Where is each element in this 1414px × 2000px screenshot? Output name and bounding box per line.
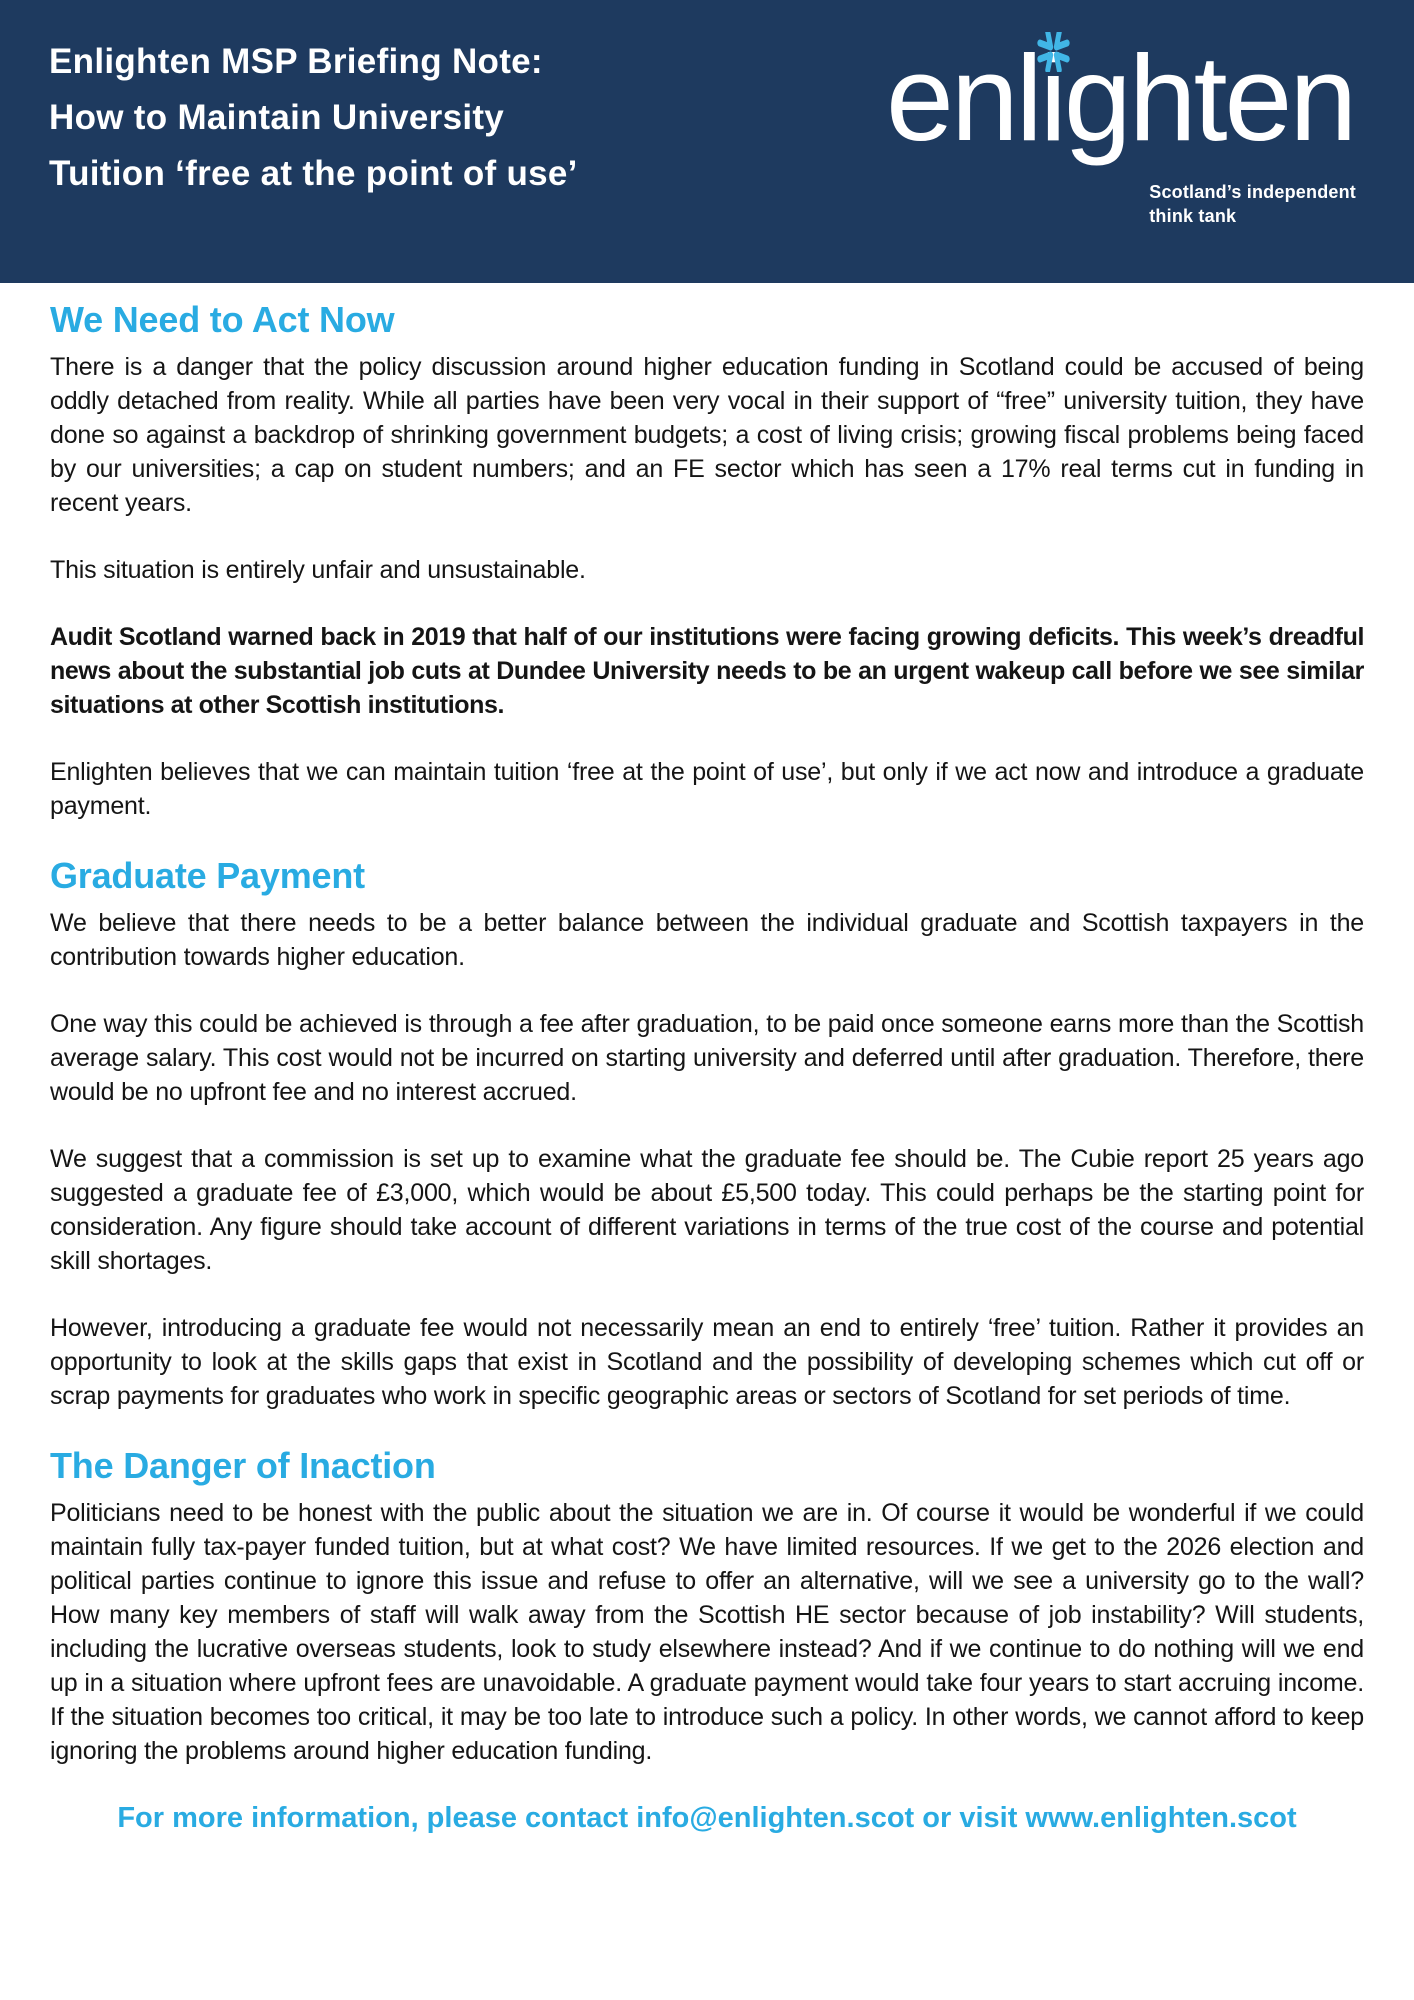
logo-tagline-line-1: Scotland’s independent bbox=[1149, 182, 1356, 202]
section-heading-the-danger-of-inaction: The Danger of Inaction bbox=[50, 1445, 436, 1486]
paragraph: This situation is entirely unfair and unsustainable. bbox=[50, 556, 586, 584]
saltire-icon bbox=[1037, 32, 1070, 72]
document-title-line-1: Enlighten MSP Briefing Note: bbox=[49, 42, 543, 81]
logo-tagline bbox=[1149, 180, 1356, 228]
document-title-line-3: Tuition ‘free at the point of use’ bbox=[49, 154, 578, 193]
document-body bbox=[0, 300, 1414, 1835]
paragraph: Politicians need to be honest with the public about the situation we are in. Of course it would be wonderful if we could maintain fully tax-payer funded tuition, but at what cost? We have limited resources. If we get to the 2026 election and political parties continue to ignore this issue and refuse to offer an alternative, will we see a university go to the wall? How many key members of staff will walk away from the Scottish HE sector because of job instability? Will students, including the lucrative overseas students, look to study elsewhere instead? And if we continue to do nothing will we end up in a situation where upfront fees are unavoidable. A graduate payment would take four years to start accruing income. If the situation becomes too critical, it may be too late to introduce such a policy. In other words, we cannot afford to keep ignoring the problems around higher education funding. bbox=[50, 1499, 1364, 1765]
section-heading-graduate-payment: Graduate Payment bbox=[50, 855, 365, 896]
paragraph: One way this could be achieved is through a fee after graduation, to be paid once someone earns more than the Scottish average salary. This cost would not be incurred on starting university and deferred until after graduation. Therefore, there would be no upfront fee and no interest accrued. bbox=[50, 1010, 1364, 1106]
document-title-line-2: How to Maintain University bbox=[49, 98, 505, 137]
header-banner bbox=[0, 0, 1414, 283]
document-title bbox=[49, 34, 578, 202]
paragraph: We suggest that a commission is set up to examine what the graduate fee should be. The Cubie report 25 years ago suggested a graduate fee of £3,000, which would be about £5,500 today. This could perhaps be the starting point for consideration. Any figure should take account of different variations in terms of the true cost of the course and potential skill shortages. bbox=[50, 1145, 1364, 1275]
contact-footer-middle: or visit bbox=[914, 1802, 1026, 1834]
enlighten-wordmark-text: enlighten bbox=[886, 30, 1355, 166]
paragraph: Enlighten believes that we can maintain tuition ‘free at the point of use’, but only if we act now and introduce a graduate payment. bbox=[50, 758, 1364, 820]
enlighten-wordmark bbox=[886, 30, 1358, 166]
paragraph: We believe that there needs to be a better balance between the individual graduate and Scottish taxpayers in the contribution towards higher education. bbox=[50, 909, 1364, 971]
contact-email-link[interactable]: info@enlighten.scot bbox=[636, 1802, 915, 1834]
website-link[interactable]: www.enlighten.scot bbox=[1025, 1802, 1297, 1834]
contact-footer-prefix: For more information, please contact bbox=[117, 1802, 637, 1834]
section-heading-we-need-to-act-now: We Need to Act Now bbox=[50, 299, 395, 340]
paragraph: However, introducing a graduate fee would not necessarily mean an end to entirely ‘free’ tuition. Rather it provides an opportunity to look at the skills gaps that exist in Scotland and the possibility of developing schemes which cut off or scrap payments for graduates who work in specific geographic areas or sectors of Scotland for set periods of time. bbox=[50, 1314, 1364, 1410]
paragraph: There is a danger that the policy discussion around higher education funding in Scotland could be accused of being oddly detached from reality. While all parties have been very vocal in their support of “free” university tuition, they have done so against a backdrop of shrinking government budgets; a cost of living crisis; growing fiscal problems being faced by our universities; a cap on student numbers; and an FE sector which has seen a 17% real terms cut in funding in recent years. bbox=[50, 353, 1364, 517]
logo-tagline-line-2: think tank bbox=[1149, 206, 1237, 226]
enlighten-logo bbox=[886, 30, 1358, 274]
paragraph-bold-warning: Audit Scotland warned back in 2019 that half of our institutions were facing growing deficits. This week’s dreadful news about the substantial job cuts at Dundee University needs to be an urgent wakeup call before we see similar situations at other Scottish institutions. bbox=[50, 623, 1364, 719]
contact-footer bbox=[50, 1801, 1364, 1835]
